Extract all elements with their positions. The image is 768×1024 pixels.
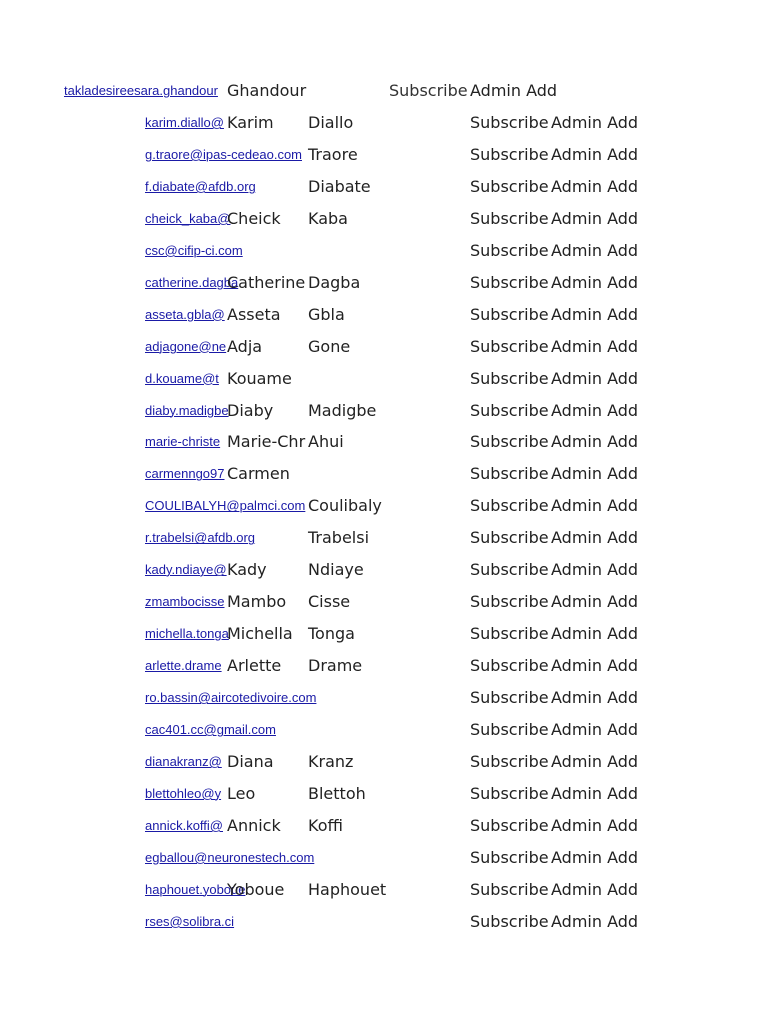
last-name-cell: Kaba bbox=[308, 208, 348, 228]
status-cell: Subscribe bbox=[470, 144, 549, 164]
list-item bbox=[0, 650, 768, 682]
email-link[interactable]: egballou@neuronestech.com bbox=[145, 849, 315, 865]
status-cell: Subscribe bbox=[470, 464, 549, 484]
email-link[interactable]: michella.tonga bbox=[145, 626, 229, 642]
status-cell: Subscribe bbox=[470, 176, 549, 196]
list-item bbox=[0, 331, 768, 363]
list-item bbox=[0, 682, 768, 714]
list-item bbox=[0, 906, 768, 938]
email-link[interactable]: diaby.madigbe bbox=[145, 402, 229, 418]
list-item bbox=[0, 299, 768, 331]
action-cell: Admin Add bbox=[470, 81, 558, 100]
action-cell: Admin Add bbox=[551, 240, 639, 260]
action-cell: Admin Add bbox=[551, 528, 639, 548]
action-cell: Admin Add bbox=[551, 592, 639, 612]
status-cell: Subscribe bbox=[470, 432, 549, 452]
email-link[interactable]: asseta.gbla@ bbox=[145, 306, 225, 322]
status-cell: Subscribe bbox=[470, 688, 549, 708]
action-cell: Admin Add bbox=[551, 879, 639, 899]
action-cell: Admin Add bbox=[551, 624, 639, 644]
first-name-cell: Marie-Chr bbox=[227, 432, 306, 452]
action-cell: Admin Add bbox=[551, 688, 639, 708]
first-name-cell: Adja bbox=[227, 336, 263, 356]
status-cell: Subscribe bbox=[470, 720, 549, 739]
email-link[interactable]: annick.koffi@ bbox=[145, 817, 223, 833]
list-item bbox=[0, 171, 768, 203]
action-cell: Admin Add bbox=[551, 112, 639, 132]
last-name-cell: Dagba bbox=[308, 272, 361, 292]
action-cell: Admin Add bbox=[551, 847, 639, 867]
status-cell: Subscribe bbox=[470, 368, 549, 388]
status-cell: Subscribe bbox=[470, 272, 549, 292]
email-link[interactable]: cac401.cc@gmail.com bbox=[145, 722, 276, 737]
list-item bbox=[0, 363, 768, 395]
status-cell: Subscribe bbox=[470, 624, 549, 644]
email-link[interactable]: takladesireesara.ghandour bbox=[64, 83, 218, 98]
status-cell: Subscribe bbox=[470, 847, 549, 867]
first-name-cell: Catherine bbox=[227, 272, 306, 292]
email-link[interactable]: haphouet.yoboue bbox=[145, 881, 246, 897]
status-cell: Subscribe bbox=[470, 304, 549, 324]
status-cell: Subscribe bbox=[470, 400, 549, 420]
first-name-cell: Asseta bbox=[227, 304, 281, 324]
list-item bbox=[0, 714, 768, 746]
first-name-cell: Michella bbox=[227, 624, 293, 644]
status-cell: Subscribe bbox=[470, 751, 549, 771]
email-link[interactable]: rses@solibra.ci bbox=[145, 913, 235, 929]
action-cell: Admin Add bbox=[551, 304, 639, 324]
status-cell: Subscribe bbox=[470, 815, 549, 835]
status-cell: Subscribe bbox=[470, 560, 549, 580]
first-name-cell: Annick bbox=[227, 815, 281, 835]
email-link[interactable]: csc@cifip-ci.com bbox=[145, 242, 243, 258]
list-item bbox=[0, 107, 768, 139]
last-name-cell: Diabate bbox=[308, 176, 371, 196]
first-name-cell: Yoboue bbox=[227, 879, 285, 899]
last-name-cell: Kranz bbox=[308, 751, 354, 771]
list-item bbox=[0, 267, 768, 299]
action-cell: Admin Add bbox=[551, 432, 639, 452]
email-link[interactable]: blettohleo@y bbox=[145, 785, 222, 801]
email-link[interactable]: f.diabate@afdb.org bbox=[145, 178, 256, 194]
action-cell: Admin Add bbox=[551, 720, 639, 739]
email-link[interactable]: kady.ndiaye@ bbox=[145, 562, 227, 578]
first-name-cell: Arlette bbox=[227, 656, 282, 676]
status-cell: Subscribe bbox=[470, 112, 549, 132]
list-item bbox=[0, 75, 768, 107]
list-item bbox=[0, 842, 768, 874]
last-name-cell: Gone bbox=[308, 336, 351, 356]
status-cell: Subscribe bbox=[470, 336, 549, 356]
last-name-cell: Cisse bbox=[308, 592, 351, 612]
list-item bbox=[0, 746, 768, 778]
email-link[interactable]: arlette.drame bbox=[145, 658, 222, 674]
first-name-cell: Leo bbox=[227, 783, 256, 803]
last-name-cell: Trabelsi bbox=[308, 528, 370, 548]
status-cell: Subscribe bbox=[470, 783, 549, 803]
email-link[interactable]: catherine.dagba bbox=[145, 274, 239, 290]
status-cell: Subscribe bbox=[470, 240, 549, 260]
email-link[interactable]: COULIBALYH@palmci.com bbox=[145, 498, 306, 514]
last-name-cell: Ahui bbox=[308, 432, 344, 452]
email-link[interactable]: d.kouame@t bbox=[145, 370, 219, 386]
email-link[interactable]: carmenngo97 bbox=[145, 466, 225, 482]
last-name-cell: Coulibaly bbox=[308, 496, 382, 516]
first-name-cell: Cheick bbox=[227, 208, 281, 228]
email-link[interactable]: karim.diallo@ bbox=[145, 114, 224, 130]
first-name-cell: Carmen bbox=[227, 464, 290, 484]
action-cell: Admin Add bbox=[551, 144, 639, 164]
action-cell: Admin Add bbox=[551, 464, 639, 484]
last-name-cell: Diallo bbox=[308, 112, 354, 132]
action-cell: Admin Add bbox=[551, 208, 639, 228]
status-cell: Subscribe bbox=[389, 81, 468, 100]
status-cell: Subscribe bbox=[470, 656, 549, 676]
list-item bbox=[0, 586, 768, 618]
first-name-cell: Karim bbox=[227, 112, 274, 132]
email-link[interactable]: r.trabelsi@afdb.org bbox=[145, 530, 256, 546]
last-name-cell: Koffi bbox=[308, 815, 343, 835]
last-name-cell: Haphouet bbox=[308, 879, 387, 899]
action-cell: Admin Add bbox=[551, 368, 639, 388]
action-cell: Admin Add bbox=[551, 656, 639, 676]
action-cell: Admin Add bbox=[551, 751, 639, 771]
list-item bbox=[0, 426, 768, 458]
status-cell: Subscribe bbox=[470, 879, 549, 899]
last-name-cell: Tonga bbox=[308, 624, 355, 644]
list-item bbox=[0, 139, 768, 171]
status-cell: Subscribe bbox=[470, 592, 549, 612]
last-name-cell: Ndiaye bbox=[308, 560, 364, 580]
list-item bbox=[0, 203, 768, 235]
first-name-cell: Diaby bbox=[227, 400, 274, 420]
first-name-cell: Kouame bbox=[227, 368, 292, 388]
email-link[interactable]: dianakranz@ bbox=[145, 753, 222, 769]
action-cell: Admin Add bbox=[551, 496, 639, 516]
list-item bbox=[0, 395, 768, 427]
list-item bbox=[0, 810, 768, 842]
status-cell: Subscribe bbox=[470, 208, 549, 228]
list-item bbox=[0, 235, 768, 267]
list-item bbox=[0, 778, 768, 810]
list-item bbox=[0, 554, 768, 586]
first-name-cell: Mambo bbox=[227, 592, 287, 612]
name-cell: Ghandour bbox=[227, 81, 307, 100]
email-link[interactable]: g.traore@ipas-cedeao.com bbox=[145, 146, 302, 162]
action-cell: Admin Add bbox=[551, 783, 639, 803]
status-cell: Subscribe bbox=[470, 528, 549, 548]
action-cell: Admin Add bbox=[551, 336, 639, 356]
email-link[interactable]: ro.bassin@aircotedivoire.com bbox=[145, 690, 317, 706]
action-cell: Admin Add bbox=[551, 176, 639, 196]
status-cell: Subscribe bbox=[470, 911, 549, 931]
first-name-cell: Kady bbox=[227, 560, 267, 580]
list-item bbox=[0, 618, 768, 650]
action-cell: Admin Add bbox=[551, 815, 639, 835]
list-item bbox=[0, 522, 768, 554]
status-cell: Subscribe bbox=[470, 496, 549, 516]
email-link[interactable]: adjagone@ne bbox=[145, 338, 227, 354]
last-name-cell: Drame bbox=[308, 656, 363, 676]
last-name-cell: Madigbe bbox=[308, 400, 377, 420]
last-name-cell: Blettoh bbox=[308, 783, 366, 803]
action-cell: Admin Add bbox=[551, 400, 639, 420]
list-item bbox=[0, 490, 768, 522]
email-link[interactable]: marie-christe bbox=[145, 434, 221, 450]
last-name-cell: Traore bbox=[308, 144, 358, 164]
action-cell: Admin Add bbox=[551, 911, 639, 931]
email-link[interactable]: cheick_kaba@ bbox=[145, 210, 231, 226]
action-cell: Admin Add bbox=[551, 272, 639, 292]
list-item bbox=[0, 874, 768, 906]
email-link[interactable]: zmambocisse bbox=[145, 594, 225, 610]
first-name-cell: Diana bbox=[227, 751, 274, 771]
action-cell: Admin Add bbox=[551, 560, 639, 580]
list-item bbox=[0, 458, 768, 490]
last-name-cell: Gbla bbox=[308, 304, 345, 324]
